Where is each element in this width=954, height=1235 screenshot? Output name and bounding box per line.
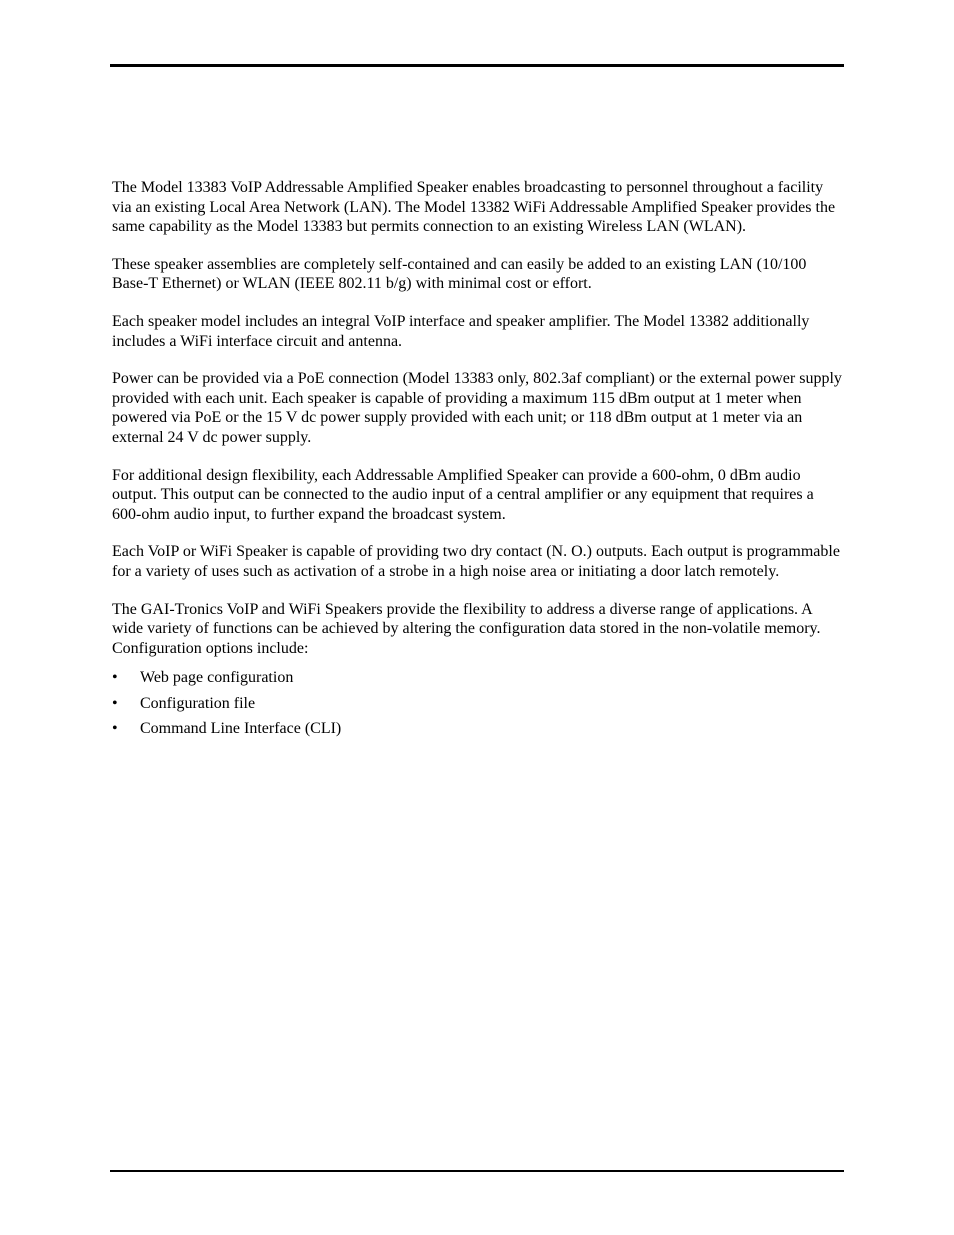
paragraph-power: Power can be provided via a PoE connection (Model 13383 only, 802.3af compliant) or the external power supply provided with each unit. Each speaker is capable of providing a maximum 115 dBm output at 1 meter when powered via PoE or the 15 V dc power supply provided with each unit; or 118 dBm output at 1 meter via an external 24 V dc power supply. [112, 370, 842, 446]
paragraph-configuration: The GAI-Tronics VoIP and WiFi Speakers provide the flexibility to address a diverse range of applications. A wide variety of functions can be achieved by altering the configuration data stored in the non-volatile memory. Configuration options include: [112, 600, 821, 657]
list-item-label: Configuration file [140, 694, 256, 712]
list-item-label: Web page configuration [140, 669, 294, 687]
paragraph-audio-output: For additional design flexibility, each Addressable Amplified Speaker can provide a 600-ohm, 0 dBm audio output. This output can be connected to the audio input of a central amplifier or any equipment that requires a 600-ohm audio input, to further expand the broadcast system. [112, 466, 814, 523]
configuration-options-list [112, 668, 844, 745]
header-rule [110, 64, 844, 67]
paragraph-intro: The Model 13383 VoIP Addressable Amplified Speaker enables broadcasting to personnel throughout a facility via an existing Local Area Network (LAN). The Model 13382 WiFi Addressable Amplified Speaker provides the same capability as the Model 13383 but permits connection to an existing Wireless LAN (WLAN). [112, 179, 836, 236]
list-item-label: Command Line Interface (CLI) [140, 720, 342, 738]
list-item [112, 668, 844, 694]
list-item [112, 694, 844, 720]
footer-rule [110, 1170, 844, 1172]
paragraph-dry-contact: Each VoIP or WiFi Speaker is capable of providing two dry contact (N. O.) outputs. Each output is programmable for a variety of uses such as activation of a strobe in a high noise area or initiating a door latch remotely. [112, 543, 840, 580]
list-item [112, 719, 844, 745]
paragraph-integral-voip: Each speaker model includes an integral VoIP interface and speaker amplifier. The Model 13382 additionally includes a WiFi interface circuit and antenna. [112, 312, 810, 350]
bullet-icon: • [112, 720, 118, 738]
bullet-icon: • [112, 669, 118, 687]
document-body [112, 178, 844, 745]
paragraph-self-contained: These speaker assemblies are completely self-contained and can easily be added to an existing LAN (10/100 Base-T Ethernet) or WLAN (IEEE 802.11 b/g) with minimal cost or effort. [112, 255, 807, 293]
bullet-icon: • [112, 694, 118, 712]
